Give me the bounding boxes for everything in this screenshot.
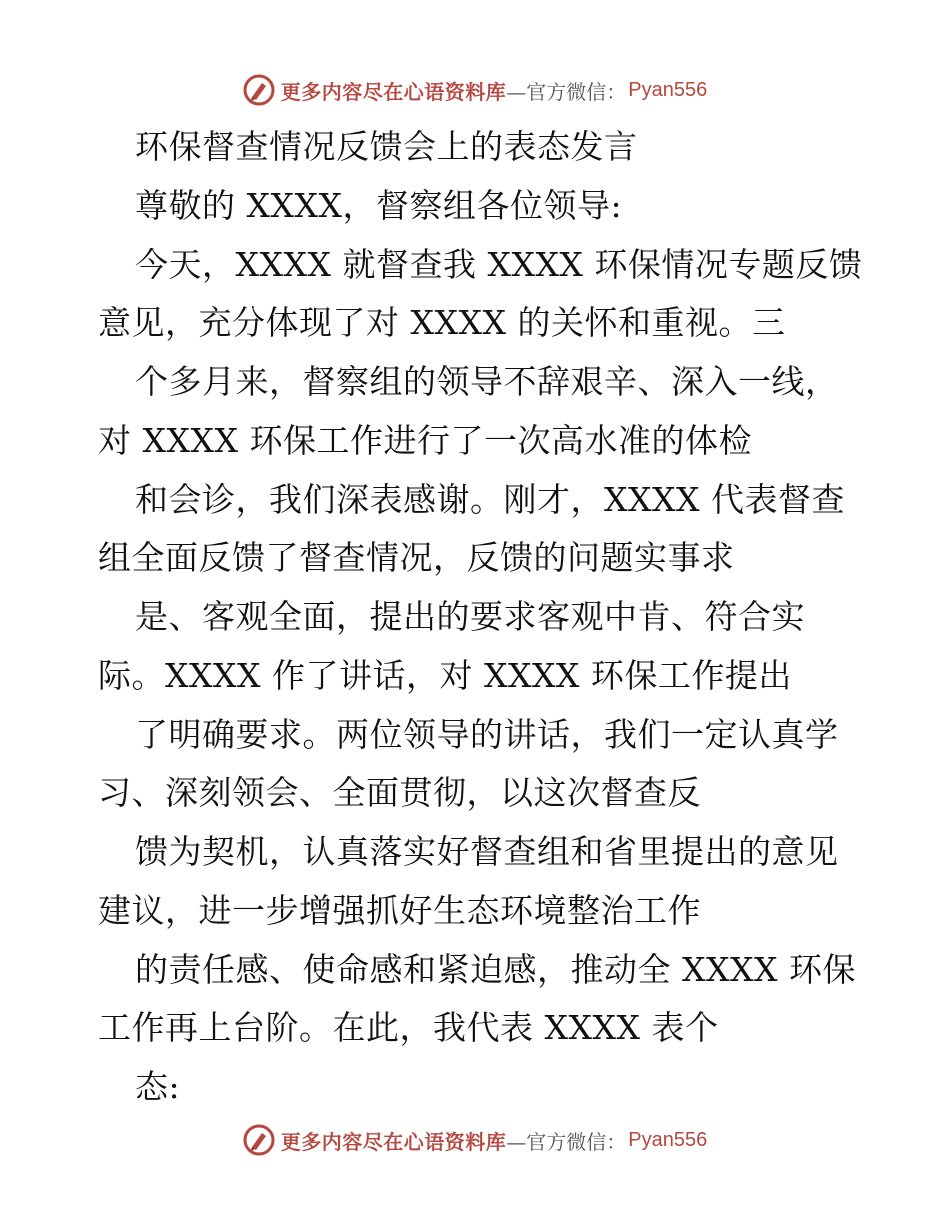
body-line: 是、客观全面，提出的要求客观中肯、符合实: [135, 597, 805, 636]
watermark-text-mid: —官方微信：: [506, 79, 627, 104]
body-line: 馈为契机，认真落实好督查组和省里提出的意见: [135, 832, 839, 871]
watermark-wechat-id: Pyan556: [628, 78, 708, 101]
watermark-text-mid: —官方微信：: [506, 1129, 627, 1154]
body-line: 工作再上台阶。在此，我代表 XXXX 表个: [98, 1008, 719, 1047]
body-line: 今天，XXXX 就督查我 XXXX 环保情况专题反馈: [135, 245, 863, 284]
body-line: 态:: [135, 1067, 181, 1106]
body-line: 组全面反馈了督查情况，反馈的问题实事求: [98, 538, 735, 577]
watermark-text-main: 更多内容尽在心语资料库: [280, 79, 507, 104]
watermark-footer: [0, 1120, 950, 1160]
pen-logo-icon: [243, 74, 275, 106]
watermark-wechat-id: Pyan556: [628, 1128, 708, 1151]
body-line: 的责任感、使命感和紧迫感，推动全 XXXX 环保: [135, 950, 856, 989]
watermark-header: [0, 70, 950, 110]
pen-logo-icon: [243, 1124, 275, 1156]
body-line: 个多月来，督察组的领导不辞艰辛、深入一线，: [135, 362, 839, 401]
body-line: 际。XXXX 作了讲话，对 XXXX 环保工作提出: [98, 656, 792, 695]
salutation: 尊敬的 XXXX，督察组各位领导:: [135, 186, 623, 225]
body-line: 了明确要求。两位领导的讲话，我们一定认真学: [135, 715, 839, 754]
body-line: 和会诊，我们深表感谢。刚才，XXXX 代表督查: [135, 480, 845, 519]
body-line: 意见，充分体现了对 XXXX 的关怀和重视。三: [98, 303, 786, 342]
watermark-text-main: 更多内容尽在心语资料库: [280, 1129, 507, 1154]
body-line: 建议，进一步增强抓好生态环境整治工作: [98, 891, 701, 930]
body-line: 对 XXXX 环保工作进行了一次高水准的体检: [98, 421, 752, 460]
body-line: 习、深刻领会、全面贯彻，以这次督查反: [98, 773, 701, 812]
document-title: 环保督查情况反馈会上的表态发言: [135, 127, 638, 166]
